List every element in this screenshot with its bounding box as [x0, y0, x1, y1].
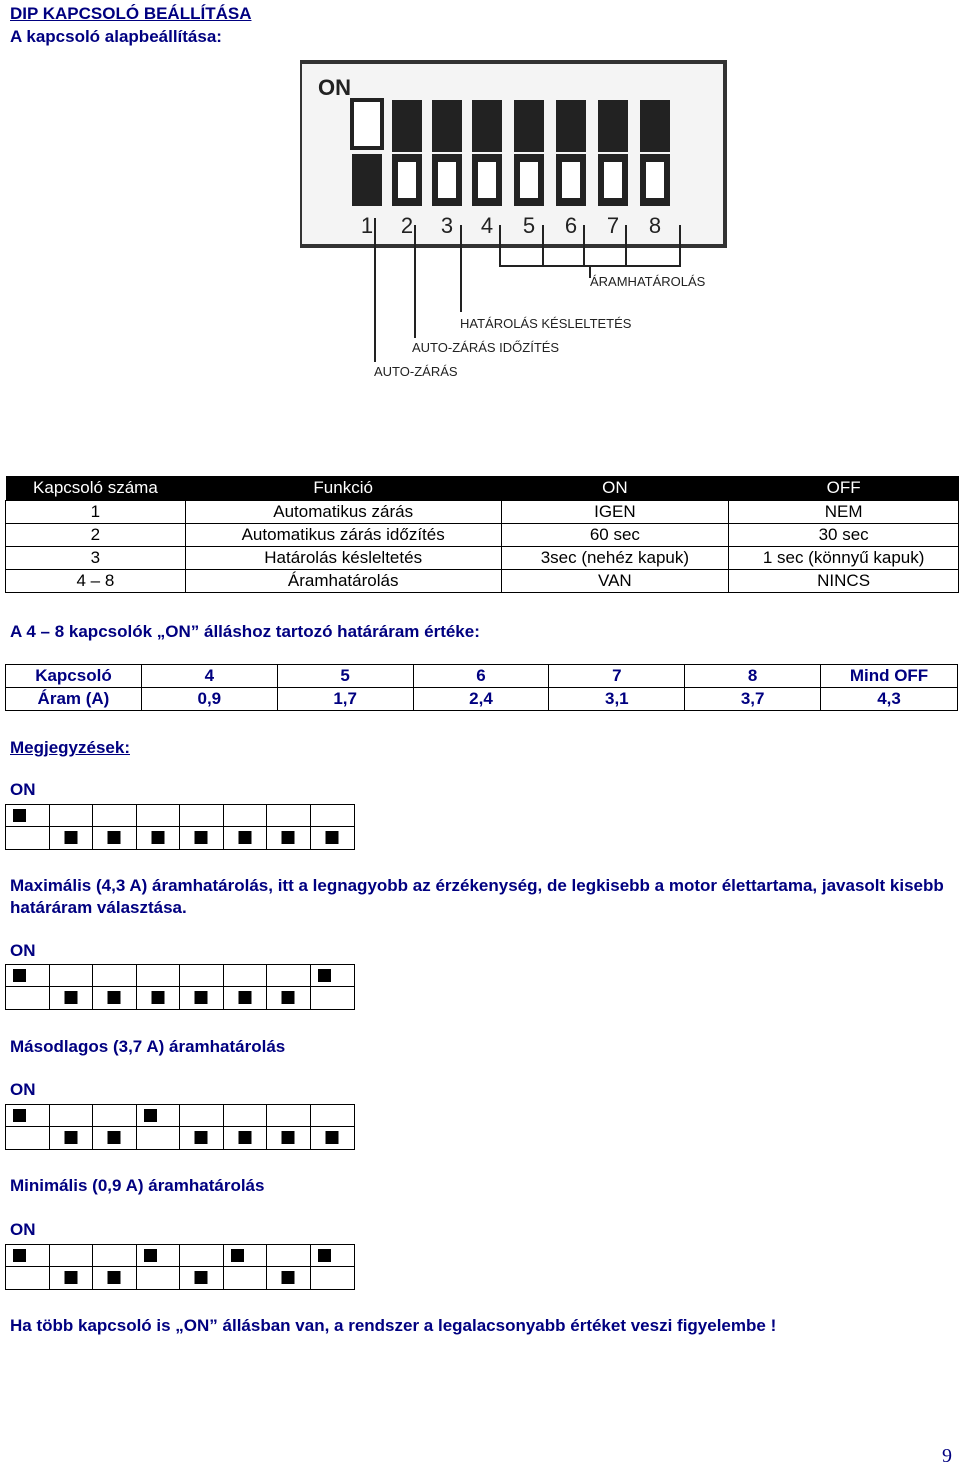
switch-position-mark	[326, 831, 339, 844]
switch-position-mark	[108, 1271, 121, 1284]
dip-cell	[6, 1245, 50, 1267]
photo-num-5: 5	[522, 213, 536, 238]
dip-cell	[267, 987, 311, 1009]
dip-cell	[50, 1267, 94, 1289]
cell: 4	[141, 665, 277, 688]
dip-cell	[50, 1105, 94, 1127]
col-switch-number: Kapcsoló száma	[6, 476, 186, 501]
cell: 8	[685, 665, 821, 688]
switch-position-mark	[318, 969, 331, 982]
dip-cell	[267, 805, 311, 827]
photo-num-4: 4	[480, 213, 494, 238]
dip-cell	[137, 965, 181, 987]
dip-cell	[224, 1105, 268, 1127]
cell: NINCS	[729, 570, 959, 593]
dip-cell	[93, 1105, 137, 1127]
dip-cell	[50, 827, 94, 849]
dip-diagram-4	[5, 1244, 355, 1290]
switch-position-mark	[282, 1131, 295, 1144]
switch-position-mark	[195, 1131, 208, 1144]
notes-heading: Megjegyzések:	[10, 738, 130, 757]
dip-cell	[311, 1245, 355, 1267]
table-row	[6, 665, 958, 688]
on-label: ON	[10, 1080, 36, 1099]
cell: Áramhatárolás	[185, 570, 501, 593]
cell: 60 sec	[501, 524, 729, 547]
switch-position-mark	[13, 1109, 26, 1122]
dip-cell	[224, 965, 268, 987]
cell: 1	[6, 501, 186, 524]
dip-cell	[93, 827, 137, 849]
switch-position-mark	[282, 1271, 295, 1284]
function-table-header	[6, 476, 959, 501]
dip-switch-photo	[300, 50, 730, 410]
photo-label-limit-delay: HATÁROLÁS KÉSLELTETÉS	[460, 316, 632, 331]
photo-label-auto-close-timing: AUTO-ZÁRÁS IDŐZÍTÉS	[412, 340, 560, 355]
cell: 7	[549, 665, 685, 688]
dip-cell	[6, 987, 50, 1009]
dip-cell	[180, 1127, 224, 1149]
photo-num-1: 1	[360, 213, 374, 238]
dip-cell	[93, 805, 137, 827]
cell: 2	[6, 524, 186, 547]
cell: 1,7	[277, 688, 413, 711]
switch-position-mark	[195, 991, 208, 1004]
dip-cell	[267, 1105, 311, 1127]
limit-paragraph: A 4 – 8 kapcsolók „ON” álláshoz tartozó határáram értéke:	[10, 622, 480, 641]
dip-cell	[267, 1245, 311, 1267]
cell: 4,3	[821, 688, 958, 711]
dip-cell	[93, 1245, 137, 1267]
cell: Automatikus zárás	[185, 501, 501, 524]
cell: 4 – 8	[6, 570, 186, 593]
cell: 3,7	[685, 688, 821, 711]
dip-cell	[180, 827, 224, 849]
dip-cell	[224, 1267, 268, 1289]
photo-num-8: 8	[648, 213, 662, 238]
photo-num-3: 3	[440, 213, 454, 238]
switch-position-mark	[13, 809, 26, 822]
switch-position-mark	[195, 831, 208, 844]
dip-cell	[311, 827, 355, 849]
dip-cell	[6, 965, 50, 987]
dip-cell	[137, 805, 181, 827]
switch-position-mark	[282, 831, 295, 844]
switch-position-mark	[238, 1131, 251, 1144]
photo-num-2: 2	[400, 213, 414, 238]
page-title: DIP KAPCSOLÓ BEÁLLÍTÁSA	[10, 4, 252, 23]
table-row	[6, 570, 959, 593]
cell: Mind OFF	[821, 665, 958, 688]
on-label: ON	[10, 941, 36, 960]
dip-cell	[50, 965, 94, 987]
dip-cell	[224, 827, 268, 849]
col-function: Funkció	[185, 476, 501, 501]
table-row	[6, 524, 959, 547]
example-caption-2: Másodlagos (3,7 A) áramhatárolás	[10, 1037, 286, 1056]
dip-cell	[311, 1105, 355, 1127]
cell: Automatikus zárás időzítés	[185, 524, 501, 547]
switch-position-mark	[195, 1271, 208, 1284]
dip-cell	[50, 1127, 94, 1149]
switch-position-mark	[238, 831, 251, 844]
dip-cell	[50, 987, 94, 1009]
dip-cell	[180, 805, 224, 827]
cell: 6	[413, 665, 549, 688]
on-label: ON	[10, 1220, 36, 1239]
switch-position-mark	[64, 1131, 77, 1144]
switch-position-mark	[231, 1249, 244, 1262]
dip-cell	[180, 1267, 224, 1289]
dip-cell	[93, 965, 137, 987]
photo-num-6: 6	[564, 213, 578, 238]
switch-position-mark	[238, 991, 251, 1004]
col-off: OFF	[729, 476, 959, 501]
dip-cell	[6, 1267, 50, 1289]
switch-position-mark	[151, 991, 164, 1004]
dip-cell	[137, 1267, 181, 1289]
dip-cell	[180, 1105, 224, 1127]
dip-cell	[137, 987, 181, 1009]
cell: NEM	[729, 501, 959, 524]
cell: 0,9	[141, 688, 277, 711]
table-row	[6, 501, 959, 524]
dip-cell	[137, 1127, 181, 1149]
dip-cell	[6, 827, 50, 849]
dip-cell	[224, 1245, 268, 1267]
example-caption-3: Minimális (0,9 A) áramhatárolás	[10, 1176, 265, 1195]
function-table	[5, 476, 959, 593]
switch-position-mark	[151, 831, 164, 844]
switch-position-mark	[326, 1131, 339, 1144]
page-subtitle: A kapcsoló alapbeállítása:	[10, 27, 222, 46]
switch-position-mark	[64, 831, 77, 844]
dip-cell	[137, 1105, 181, 1127]
dip-cell	[267, 965, 311, 987]
dip-diagram-2	[5, 964, 355, 1010]
dip-cell	[137, 827, 181, 849]
dip-cell	[311, 965, 355, 987]
cell: Határolás késleltetés	[185, 547, 501, 570]
dip-cell	[93, 987, 137, 1009]
table-row	[6, 688, 958, 711]
switch-position-mark	[282, 991, 295, 1004]
photo-on-label: ON	[318, 75, 351, 100]
photo-label-auto-close: AUTO-ZÁRÁS	[374, 364, 458, 379]
cell: IGEN	[501, 501, 729, 524]
switch-position-mark	[108, 991, 121, 1004]
cell: 1 sec (könnyű kapuk)	[729, 547, 959, 570]
page-number: 9	[942, 1445, 952, 1467]
cell: Áram (A)	[6, 688, 142, 711]
photo-label-current-limit: ÁRAMHATÁROLÁS	[590, 274, 706, 289]
switch-position-mark	[64, 991, 77, 1004]
cell: 5	[277, 665, 413, 688]
dip-cell	[267, 1127, 311, 1149]
switch-position-mark	[108, 1131, 121, 1144]
dip-cell	[267, 1267, 311, 1289]
dip-cell	[311, 1267, 355, 1289]
dip-cell	[6, 1127, 50, 1149]
dip-cell	[6, 1105, 50, 1127]
cell: 3	[6, 547, 186, 570]
switch-position-mark	[13, 969, 26, 982]
dip-cell	[50, 805, 94, 827]
switch-position-mark	[64, 1271, 77, 1284]
dip-cell	[311, 987, 355, 1009]
dip-cell	[180, 1245, 224, 1267]
dip-cell	[137, 1245, 181, 1267]
on-label: ON	[10, 780, 36, 799]
cell: 3,1	[549, 688, 685, 711]
dip-cell	[224, 1127, 268, 1149]
dip-cell	[93, 1267, 137, 1289]
cell: VAN	[501, 570, 729, 593]
dip-cell	[311, 805, 355, 827]
col-on: ON	[501, 476, 729, 501]
table-row	[6, 547, 959, 570]
dip-cell	[50, 1245, 94, 1267]
dip-cell	[180, 987, 224, 1009]
cell: 3sec (nehéz kapuk)	[501, 547, 729, 570]
switch-position-mark	[144, 1249, 157, 1262]
dip-diagram-3	[5, 1104, 355, 1150]
switch-position-mark	[144, 1109, 157, 1122]
cell: 2,4	[413, 688, 549, 711]
final-note: Ha több kapcsoló is „ON” állásban van, a rendszer a legalacsonyabb értéket veszi figyelembe !	[10, 1316, 777, 1335]
switch-position-mark	[108, 831, 121, 844]
cell: 30 sec	[729, 524, 959, 547]
dip-cell	[311, 1127, 355, 1149]
cell: Kapcsoló	[6, 665, 142, 688]
dip-cell	[6, 805, 50, 827]
dip-cell	[267, 827, 311, 849]
dip-cell	[180, 965, 224, 987]
photo-num-7: 7	[606, 213, 620, 238]
dip-cell	[224, 987, 268, 1009]
switch-position-mark	[13, 1249, 26, 1262]
current-table	[5, 664, 958, 711]
example-caption-1: Maximális (4,3 A) áramhatárolás, itt a legnagyobb az érzékenység, de legkisebb a motor élettartama, javasolt kisebb határáram választása.	[10, 876, 944, 917]
dip-diagram-1	[5, 804, 355, 850]
dip-cell	[224, 805, 268, 827]
switch-position-mark	[318, 1249, 331, 1262]
dip-cell	[93, 1127, 137, 1149]
